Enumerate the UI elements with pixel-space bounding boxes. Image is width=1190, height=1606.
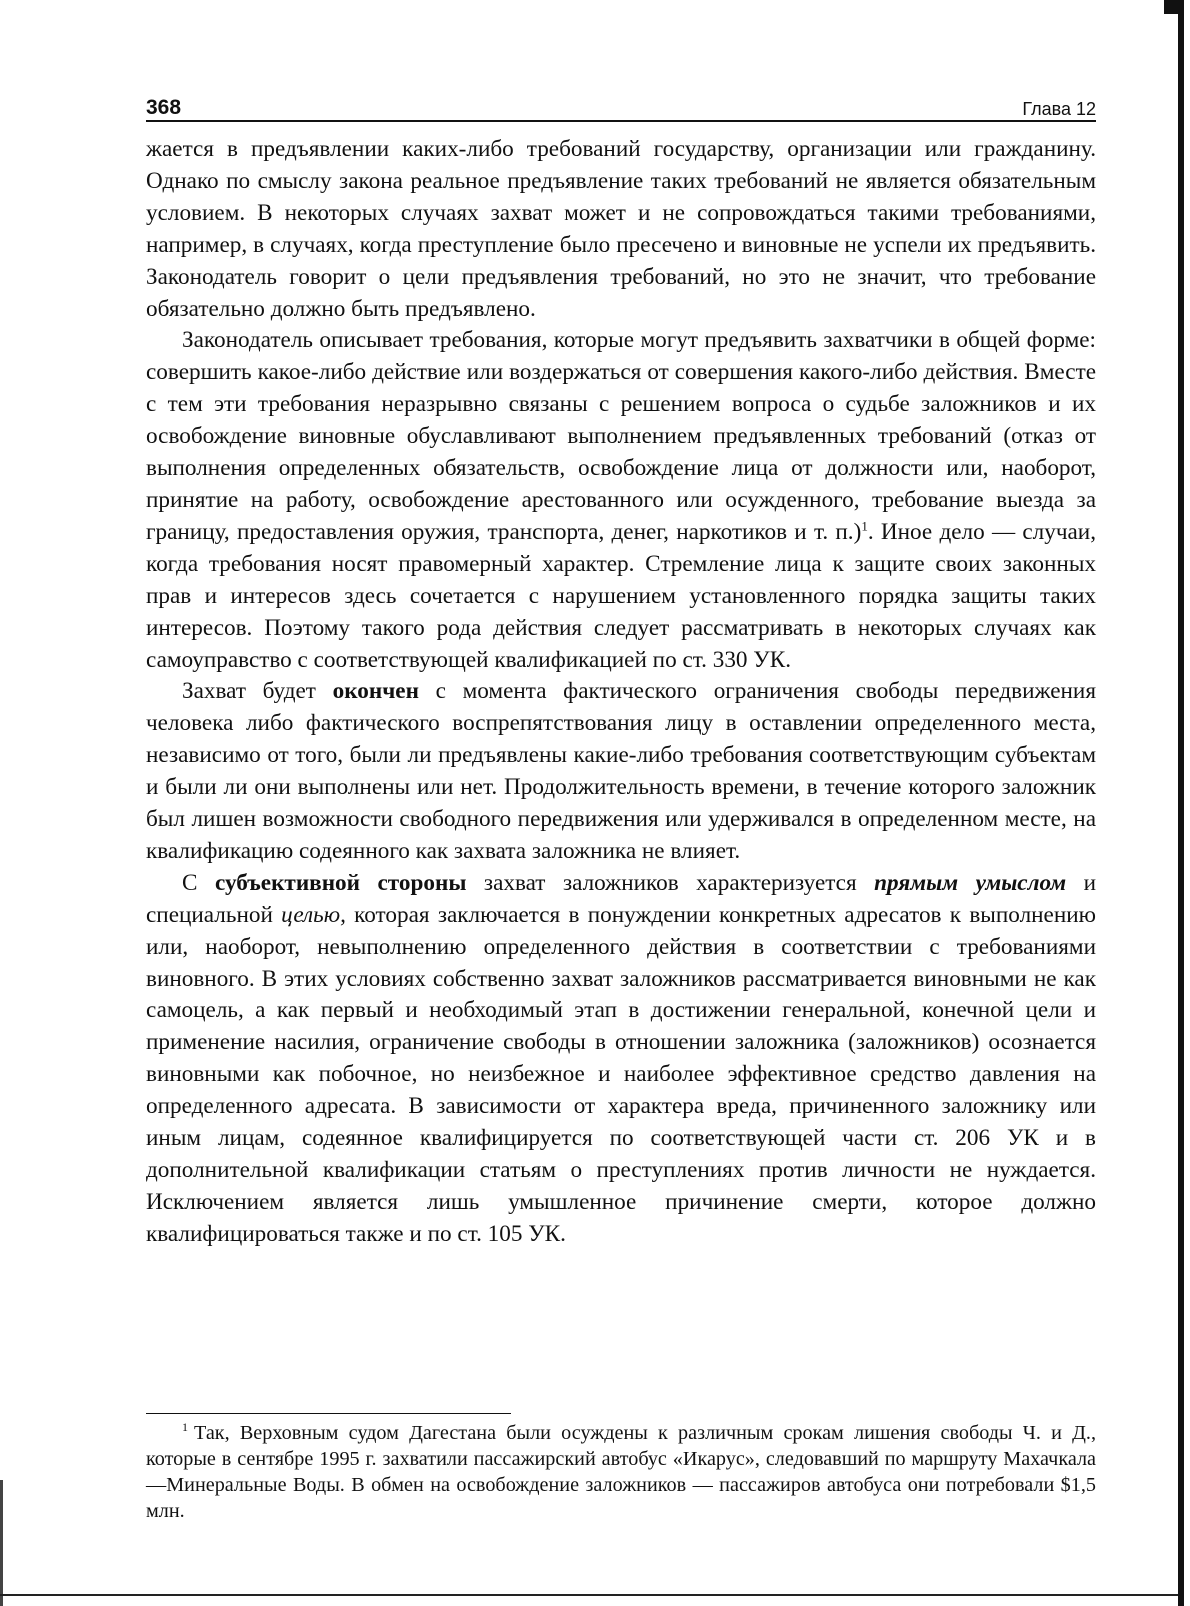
paragraph: [146, 868, 1096, 1251]
text-segment: целью,: [281, 901, 346, 928]
text-segment: жается в предъявлении каких-либо требований государству, организации или гражданину. Однако по смыслу закона реальное предъявление таких требований не является обязательным условием. В некоторых случаях захват может и не сопровождаться такими требованиями, например, в случаях, когда преступление было пресечено и виновные не успели их предъявить. Законодатель говорит о цели предъявления требований, но это не значит, что требование обязательно должно быть предъявлено.: [146, 136, 1096, 322]
body-text: [146, 134, 1096, 1251]
footnote-separator: [146, 1413, 511, 1414]
paragraph: [146, 325, 1096, 676]
page-number: 368: [146, 96, 182, 119]
scan-edge-left: [0, 1480, 3, 1606]
text-segment: захват заложников характеризуется: [466, 869, 875, 896]
text-segment: прямым умыслом: [874, 869, 1067, 896]
scan-edge-mark: [1164, 0, 1178, 14]
paragraph: [146, 134, 1096, 325]
text-segment: которая заключается в понуждении конкретных адресатов к выполнению или, наоборот, невыполнению определенного действия в соответствии с требованиями виновного. В этих условиях собственно захват заложников рассматривается виновными не как самоцель, а как первый и необходимый этап в достижении генеральной, конечной цели и применение насилия, ограничение свободы в отношении заложника (заложников) осознается виновными как побочное, но неизбежное и наиболее эффективное средство давления на определенного адресата. В зависимости от характера вреда, причиненного заложнику или иным лицам, содеянное квалифицируется по соответствующей части ст. 206 УК и в дополнительной квалификации статьям о преступлениях против личности не нуждается. Исключением является лишь умышленное причинение смерти, которое должно квалифицироваться также и по ст. 105 УК.: [146, 901, 1096, 1247]
book-page: [146, 92, 1096, 1251]
text-segment: . Иное дело — случаи, когда требования носят правомерный характер. Стремление лица к защите своих законных прав и интересов здесь сочетается с нарушением установленного порядка защиты таких интересов. Поэтому такого рода действия следует рассматривать в некоторых случаях как самоуправство с соответствующей квалификацией по ст. 330 УК.: [146, 518, 1096, 673]
footnote-mark: 1: [182, 1420, 188, 1435]
paragraph: [146, 676, 1096, 867]
scan-edge-bottom: [0, 1594, 1178, 1596]
text-segment: субъективной стороны: [214, 869, 467, 896]
text-segment: Захват будет: [182, 678, 333, 705]
footnote-ref: 1: [861, 518, 868, 534]
text-segment: и специальной: [146, 869, 1096, 928]
footnote-text: Так, Верховным судом Дагестана были осуждены к различным срокам лишения свободы Ч. и Д., которые в сентябре 1995 г. захватили пассажирский автобус «Икарус», следовавший по маршруту Махачкала—Минеральные Воды. В обмен на освобождение заложников — пассажиров автобуса они потребовали $1,5 млн.: [146, 1422, 1096, 1522]
text-segment: с момента фактического ограничения свободы передвижения человека либо фактического воспрепятствования лицу в оставлении определенного места, независимо от того, были ли предъявлены какие-либо требования соответствующим субъектам и были ли они выполнены или нет. Продолжительность времени, в течение которого заложник был лишен возможности свободного передвижения или удерживался в определенном месте, на квалификацию содеянного как захвата заложника не влияет.: [146, 678, 1096, 864]
scan-edge-right: [1178, 0, 1184, 1606]
text-segment: окончен: [332, 678, 419, 705]
text-segment: Законодатель описывает требования, которые могут предъявить захватчики в общей форме: совершить какое-либо действие или воздержаться от совершения какого-либо действия. Вместе с тем эти требования неразрывно связаны с решением вопроса о судьбе заложников и их освобождение виновные обуславливают выполнением предъявленных требований (отказ от выполнения определенных обязательств, освобождение лица от должности или, наоборот, принятие на работу, освобождение арестованного или осужденного, требование выезда за границу, предоставления оружия, транспорта, денег, наркотиков и т. п.): [146, 327, 1096, 545]
text-segment: С: [182, 869, 215, 896]
running-header: [146, 92, 1096, 122]
footnote: [146, 1420, 1096, 1524]
chapter-title: Глава 12: [1022, 99, 1096, 119]
